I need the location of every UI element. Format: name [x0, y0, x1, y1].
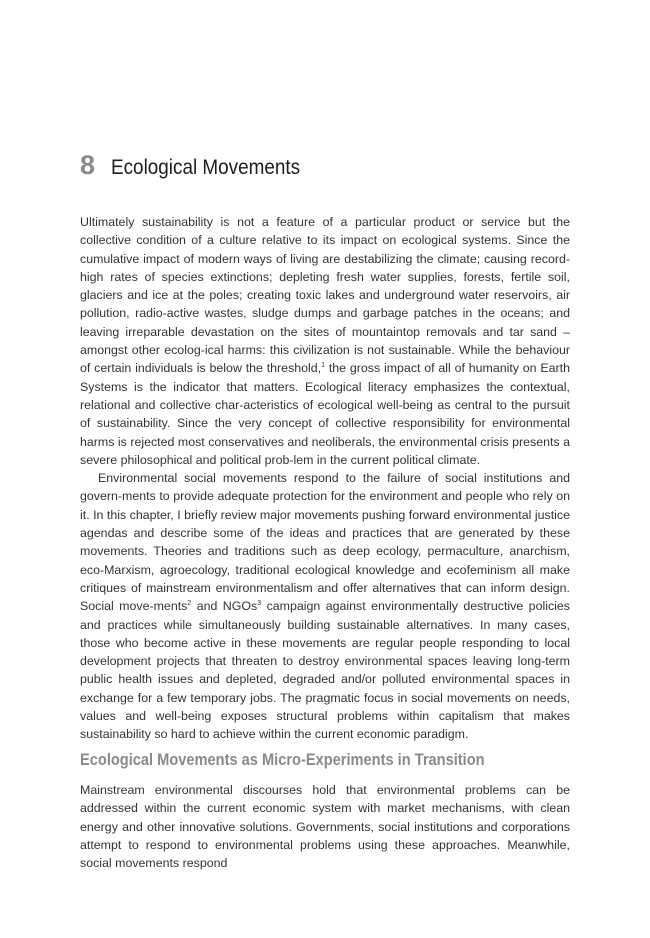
footnote-ref-2[interactable]: 2 [187, 600, 192, 608]
chapter-title: Ecological Movements [111, 156, 301, 179]
paragraph-text: Ultimately sustainability is not a feature of a particular product or service but the collective condition of a culture relative to its impact on ecological systems. Since the cumulative impact of modern ways of living are destabilizing the climate; causing record-high rates of species extinctions; depleting fresh water supplies, forests, fertile soil, glaciers and ice at the poles; creating toxic lakes and underground water reservoirs, air pollution, radio-active wastes, sludge dumps and garbage patches in the oceans; and leaving irreparable devastation on the sites of mountaintop removals and tar sand – amongst other ecolog-ical harms: this civilization is not sustainable. While the behaviour of certain individuals is below the threshold, [80, 215, 570, 376]
chapter-number: 8 [80, 150, 96, 180]
paragraph-text: and NGOs [191, 599, 258, 614]
paragraph-text: campaign against environmentally destructive policies and practices while simultaneously building sustainable alternatives. In many cases, those who become active in these movements are regular people responding to local development projects that threaten to destroy environmental spaces leaving long-term public health issues and depleted, degraded and/or polluted environmental spaces in exchange for a few temporary jobs. The pragmatic focus in social movements on needs, values and well-being exposes structural problems within capitalism that makes sustainability so hard to achieve within the current economic paradigm. [80, 599, 571, 742]
section-body [80, 781, 570, 872]
footnote-ref-1[interactable]: 1 [321, 362, 326, 370]
chapter-heading [80, 150, 321, 181]
paragraph: Mainstream environmental discourses hold that environmental problems can be addressed within the current economic system with market mechanisms, with clean energy and other innovative solutions. Governments, social institutions and corporations attempt to respond to environmental problems using these approaches. Meanwhile, social movements respond [80, 783, 570, 871]
paragraph-text: the gross impact of all of humanity on Earth Systems is the indicator that matters. Ecological literacy emphasizes the contextual, relational and collective char-acteristics of ecological well-being as central to the pursuit of sustainability. Since the very concept of collective responsibility for environmental harms is rejected most conservatives and neoliberals, the environmental crisis presents a severe philosophical and political prob-lem in the current political climate. [80, 361, 570, 467]
section-heading: Ecological Movements as Micro-Experiments in Transition [80, 750, 485, 769]
chapter-body [80, 213, 570, 744]
paragraph [80, 213, 570, 469]
paragraph [80, 469, 570, 743]
paragraph-text: Environmental social movements respond to the failure of social institutions and govern-ments to provide adequate protection for the environment and people who rely on it. In this chapter, I briefly review major movements pushing forward environmental justice agendas and describe some of the ideas and practices that are generated by these movements. Theories and traditions such as deep ecology, permaculture, anarchism, eco-Marxism, agroecology, traditional ecological knowledge and ecofeminism all make critiques of mainstream environmentalism and offer alternatives that can inform design. Social move-ments [80, 471, 570, 614]
footnote-ref-3[interactable]: 3 [257, 600, 262, 608]
